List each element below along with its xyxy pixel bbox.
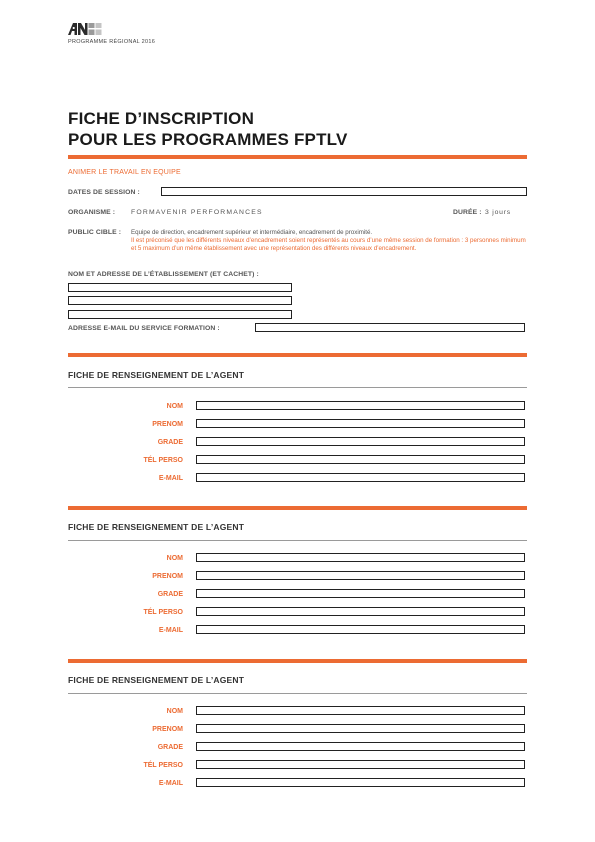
session-dates-field[interactable] [161,187,527,196]
etablissement-field-3[interactable] [68,310,292,319]
etablissement-field-1[interactable] [68,283,292,292]
section-rule [68,540,527,541]
organisme-value: FORMAVENIR PERFORMANCES [131,209,263,216]
program-label: PROGRAMME RÉGIONAL 2016 [68,39,156,45]
email-field[interactable] [196,625,525,634]
prenom-field[interactable] [196,724,525,733]
nom-field[interactable] [196,401,525,410]
prenom-label: PRENOM [152,726,183,733]
nom-label: NOM [166,403,183,410]
training-subtitle: ANIMER LE TRAVAIL EN EQUIPE [68,169,181,176]
prenom-field[interactable] [196,571,525,580]
section-divider [68,353,527,357]
grade-label: GRADE [157,439,183,446]
section-rule [68,387,527,388]
grade-field[interactable] [196,589,525,598]
public-cible-text: Equipe de direction, encadrement supérieur et intermédiaire, encadrement de proximité. [131,229,373,236]
tel-perso-field[interactable] [196,607,525,616]
prenom-label: PRENOM [152,573,183,580]
duree-label: DURÉE : [453,209,482,216]
prenom-label: PRENOM [152,421,183,428]
grade-label: GRADE [157,591,183,598]
tel-perso-label: TÉL PERSO [143,609,183,616]
email-service-label: ADRESSE E-MAIL DU SERVICE FORMATION : [68,325,220,332]
agent-section-title: FICHE DE RENSEIGNEMENT DE L’AGENT [68,370,245,380]
session-dates-label: DATES DE SESSION : [68,189,140,196]
agent-section-title: FICHE DE RENSEIGNEMENT DE L’AGENT [68,522,245,532]
nom-field[interactable] [196,706,525,715]
grade-field[interactable] [196,437,525,446]
etablissement-label: NOM ET ADRESSE DE L’ÉTABLISSEMENT (ET CACHET) : [68,271,259,278]
section-divider [68,506,527,510]
title-line-2: POUR LES PROGRAMMES FPTLV [68,130,348,149]
public-cible-note: Il est préconisé que les différents niveaux d’encadrement soient représentés au cours d’une même session de formation : 3 personnes minimum et 5 maximum d’un même établissement avec une représentation des différents niveaux d’encadrement. [131,237,526,253]
email-label: E-MAIL [158,627,183,634]
page-title [68,108,348,150]
tel-perso-field[interactable] [196,760,525,769]
organisme-label: ORGANISME : [68,209,116,216]
grade-field[interactable] [196,742,525,751]
email-field[interactable] [196,778,525,787]
title-divider [68,155,527,159]
email-label: E-MAIL [158,475,183,482]
public-cible-label: PUBLIC CIBLE : [68,229,122,236]
nom-label: NOM [166,708,183,715]
agent-section-title: FICHE DE RENSEIGNEMENT DE L’AGENT [68,675,245,685]
email-service-field[interactable] [255,323,525,332]
section-rule [68,693,527,694]
tel-perso-label: TÉL PERSO [143,457,183,464]
prenom-field[interactable] [196,419,525,428]
duree-value: 3 jours [485,209,512,216]
nom-label: NOM [166,555,183,562]
email-field[interactable] [196,473,525,482]
section-divider [68,659,527,663]
anfh-logo [68,22,102,36]
grade-label: GRADE [157,744,183,751]
tel-perso-label: TÉL PERSO [143,762,183,769]
tel-perso-field[interactable] [196,455,525,464]
nom-field[interactable] [196,553,525,562]
email-label: E-MAIL [158,780,183,787]
etablissement-field-2[interactable] [68,296,292,305]
title-line-1: FICHE D’INSCRIPTION [68,109,255,128]
